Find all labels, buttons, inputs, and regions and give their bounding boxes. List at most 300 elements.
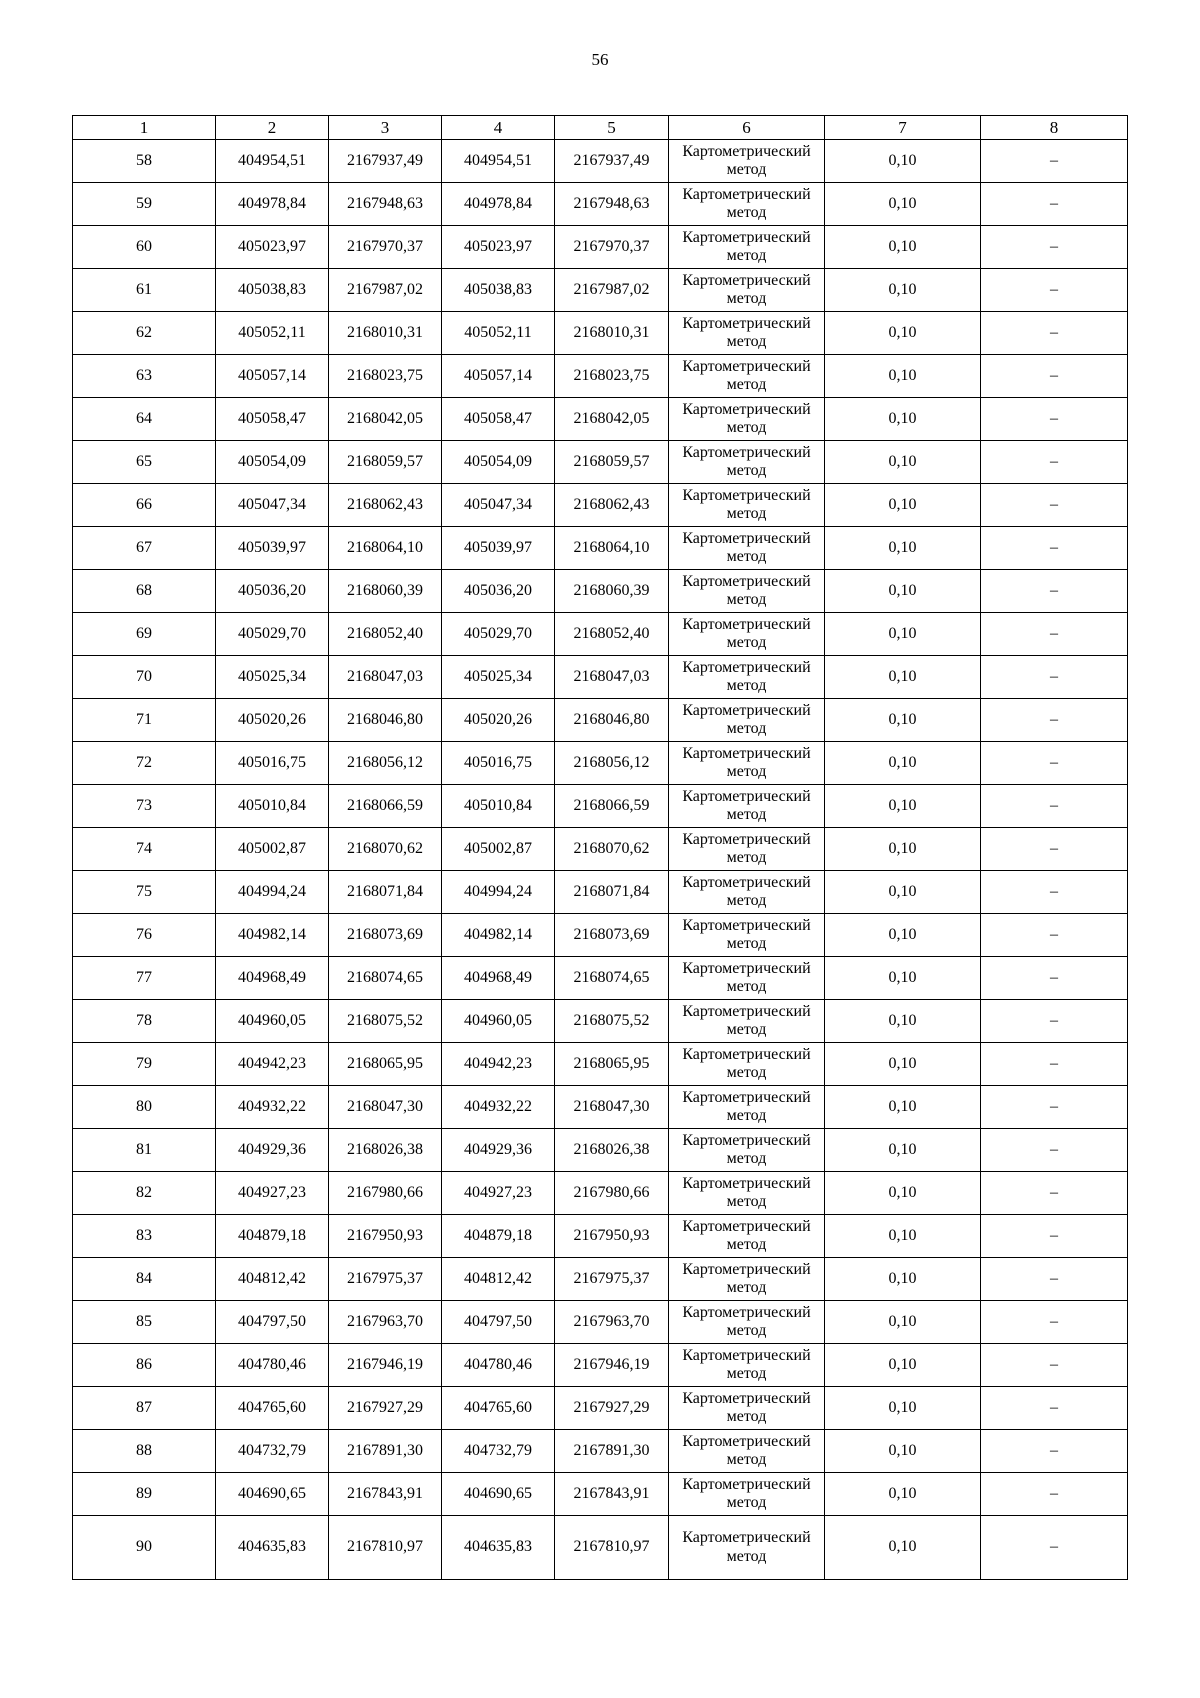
coordinate-x: 405010,84 <box>216 785 329 828</box>
point-number: 79 <box>73 1043 216 1086</box>
note-cell: – <box>981 1258 1128 1301</box>
coordinate-x-new: 405054,09 <box>442 441 555 484</box>
coordinate-y-new: 2167980,66 <box>555 1172 669 1215</box>
point-number: 67 <box>73 527 216 570</box>
coordinate-y-new: 2167843,91 <box>555 1473 669 1516</box>
accuracy-cell: 0,10 <box>825 140 981 183</box>
coordinate-x-new: 404732,79 <box>442 1430 555 1473</box>
page-number: 56 <box>591 50 609 69</box>
table-row <box>73 1043 1128 1086</box>
accuracy-cell: 0,10 <box>825 828 981 871</box>
coordinate-x: 404942,23 <box>216 1043 329 1086</box>
coordinate-y-new: 2168073,69 <box>555 914 669 957</box>
coordinate-y-new: 2168074,65 <box>555 957 669 1000</box>
coordinate-y: 2167843,91 <box>329 1473 442 1516</box>
table-row <box>73 1172 1128 1215</box>
note-cell: – <box>981 312 1128 355</box>
coordinate-y: 2168023,75 <box>329 355 442 398</box>
point-number: 82 <box>73 1172 216 1215</box>
accuracy-cell: 0,10 <box>825 1258 981 1301</box>
coordinate-y-new: 2168075,52 <box>555 1000 669 1043</box>
note-cell: – <box>981 1344 1128 1387</box>
coordinate-x-new: 404635,83 <box>442 1516 555 1580</box>
point-number: 78 <box>73 1000 216 1043</box>
coordinate-x: 404812,42 <box>216 1258 329 1301</box>
coordinate-y-new: 2168042,05 <box>555 398 669 441</box>
coordinate-y-new: 2168052,40 <box>555 613 669 656</box>
table-row <box>73 1086 1128 1129</box>
method-cell: Картометрический метод <box>669 441 825 484</box>
coordinate-x-new: 404927,23 <box>442 1172 555 1215</box>
coordinate-y: 2167946,19 <box>329 1344 442 1387</box>
table-row <box>73 1344 1128 1387</box>
coordinate-x-new: 404932,22 <box>442 1086 555 1129</box>
point-number: 64 <box>73 398 216 441</box>
coordinate-x: 405029,70 <box>216 613 329 656</box>
method-cell: Картометрический метод <box>669 355 825 398</box>
coordinate-y: 2167948,63 <box>329 183 442 226</box>
accuracy-cell: 0,10 <box>825 613 981 656</box>
coordinate-y-new: 2167987,02 <box>555 269 669 312</box>
method-cell: Картометрический метод <box>669 1258 825 1301</box>
coordinate-x: 404932,22 <box>216 1086 329 1129</box>
table-row <box>73 1516 1128 1580</box>
coordinate-x-new: 405002,87 <box>442 828 555 871</box>
point-number: 71 <box>73 699 216 742</box>
coordinate-y: 2168065,95 <box>329 1043 442 1086</box>
point-number: 60 <box>73 226 216 269</box>
note-cell: – <box>981 140 1128 183</box>
coordinate-y-new: 2168056,12 <box>555 742 669 785</box>
accuracy-cell: 0,10 <box>825 957 981 1000</box>
table-row <box>73 785 1128 828</box>
point-number: 88 <box>73 1430 216 1473</box>
coordinate-x: 404978,84 <box>216 183 329 226</box>
coordinate-x: 405054,09 <box>216 441 329 484</box>
accuracy-cell: 0,10 <box>825 785 981 828</box>
method-cell: Картометрический метод <box>669 570 825 613</box>
method-cell: Картометрический метод <box>669 828 825 871</box>
coordinate-y-new: 2168060,39 <box>555 570 669 613</box>
coordinate-x-new: 405023,97 <box>442 226 555 269</box>
coordinate-y-new: 2168047,30 <box>555 1086 669 1129</box>
point-number: 58 <box>73 140 216 183</box>
table-row <box>73 613 1128 656</box>
coordinate-y: 2168052,40 <box>329 613 442 656</box>
coordinate-y: 2167980,66 <box>329 1172 442 1215</box>
accuracy-cell: 0,10 <box>825 484 981 527</box>
table-row <box>73 183 1128 226</box>
coordinate-y-new: 2167950,93 <box>555 1215 669 1258</box>
coordinate-y-new: 2167970,37 <box>555 226 669 269</box>
table-row <box>73 269 1128 312</box>
method-cell: Картометрический метод <box>669 785 825 828</box>
method-cell: Картометрический метод <box>669 742 825 785</box>
coordinate-y: 2168074,65 <box>329 957 442 1000</box>
note-cell: – <box>981 1387 1128 1430</box>
table-row <box>73 1129 1128 1172</box>
method-cell: Картометрический метод <box>669 1086 825 1129</box>
table-row <box>73 398 1128 441</box>
coordinate-y: 2167970,37 <box>329 226 442 269</box>
coordinate-y-new: 2167937,49 <box>555 140 669 183</box>
note-cell: – <box>981 226 1128 269</box>
column-header: 4 <box>442 116 555 140</box>
coordinate-x: 404982,14 <box>216 914 329 957</box>
accuracy-cell: 0,10 <box>825 1387 981 1430</box>
coordinate-x: 404780,46 <box>216 1344 329 1387</box>
coordinate-y: 2168060,39 <box>329 570 442 613</box>
accuracy-cell: 0,10 <box>825 1344 981 1387</box>
method-cell: Картометрический метод <box>669 1387 825 1430</box>
coordinate-x: 405002,87 <box>216 828 329 871</box>
header-row <box>73 116 1128 140</box>
method-cell: Картометрический метод <box>669 1043 825 1086</box>
coordinate-y: 2168056,12 <box>329 742 442 785</box>
coordinate-x: 405036,20 <box>216 570 329 613</box>
accuracy-cell: 0,10 <box>825 914 981 957</box>
accuracy-cell: 0,10 <box>825 1086 981 1129</box>
coordinate-x: 404968,49 <box>216 957 329 1000</box>
method-cell: Картометрический метод <box>669 269 825 312</box>
table-row <box>73 1387 1128 1430</box>
table-row <box>73 1473 1128 1516</box>
table-row <box>73 699 1128 742</box>
point-number: 74 <box>73 828 216 871</box>
coordinate-x-new: 404954,51 <box>442 140 555 183</box>
accuracy-cell: 0,10 <box>825 1129 981 1172</box>
coordinate-y-new: 2168070,62 <box>555 828 669 871</box>
coordinate-y: 2168010,31 <box>329 312 442 355</box>
point-number: 73 <box>73 785 216 828</box>
coordinate-x: 404732,79 <box>216 1430 329 1473</box>
coordinate-x: 404954,51 <box>216 140 329 183</box>
method-cell: Картометрический метод <box>669 183 825 226</box>
point-number: 75 <box>73 871 216 914</box>
coordinate-x-new: 405039,97 <box>442 527 555 570</box>
coordinate-x: 404797,50 <box>216 1301 329 1344</box>
coordinate-x: 405025,34 <box>216 656 329 699</box>
note-cell: – <box>981 914 1128 957</box>
coordinate-x: 404635,83 <box>216 1516 329 1580</box>
point-number: 66 <box>73 484 216 527</box>
note-cell: – <box>981 1516 1128 1580</box>
coordinate-x: 405058,47 <box>216 398 329 441</box>
column-header: 1 <box>73 116 216 140</box>
coordinate-y-new: 2168046,80 <box>555 699 669 742</box>
table-row <box>73 871 1128 914</box>
method-cell: Картометрический метод <box>669 484 825 527</box>
coordinate-x: 405047,34 <box>216 484 329 527</box>
coordinate-y: 2167927,29 <box>329 1387 442 1430</box>
coordinate-y: 2168064,10 <box>329 527 442 570</box>
accuracy-cell: 0,10 <box>825 527 981 570</box>
table-row <box>73 570 1128 613</box>
coordinate-y: 2168073,69 <box>329 914 442 957</box>
coordinate-y: 2167810,97 <box>329 1516 442 1580</box>
coordinate-y-new: 2167948,63 <box>555 183 669 226</box>
coordinate-y: 2168075,52 <box>329 1000 442 1043</box>
method-cell: Картометрический метод <box>669 1344 825 1387</box>
point-number: 61 <box>73 269 216 312</box>
coordinate-x: 404929,36 <box>216 1129 329 1172</box>
table-row <box>73 914 1128 957</box>
table-row <box>73 226 1128 269</box>
point-number: 80 <box>73 1086 216 1129</box>
coordinate-x-new: 405058,47 <box>442 398 555 441</box>
point-number: 76 <box>73 914 216 957</box>
coordinate-x-new: 405047,34 <box>442 484 555 527</box>
method-cell: Картометрический метод <box>669 1516 825 1580</box>
coordinate-x-new: 405025,34 <box>442 656 555 699</box>
coordinate-x-new: 404797,50 <box>442 1301 555 1344</box>
coordinate-y-new: 2167891,30 <box>555 1430 669 1473</box>
note-cell: – <box>981 699 1128 742</box>
point-number: 62 <box>73 312 216 355</box>
coordinate-x: 404879,18 <box>216 1215 329 1258</box>
table-row <box>73 312 1128 355</box>
note-cell: – <box>981 1129 1128 1172</box>
coordinate-y: 2167975,37 <box>329 1258 442 1301</box>
coordinate-x: 405039,97 <box>216 527 329 570</box>
coordinate-x-new: 404879,18 <box>442 1215 555 1258</box>
coordinate-x-new: 404968,49 <box>442 957 555 1000</box>
method-cell: Картометрический метод <box>669 312 825 355</box>
coordinate-x-new: 404978,84 <box>442 183 555 226</box>
method-cell: Картометрический метод <box>669 1430 825 1473</box>
column-header: 2 <box>216 116 329 140</box>
coordinate-y-new: 2168023,75 <box>555 355 669 398</box>
point-number: 63 <box>73 355 216 398</box>
accuracy-cell: 0,10 <box>825 269 981 312</box>
coordinate-y-new: 2167810,97 <box>555 1516 669 1580</box>
point-number: 59 <box>73 183 216 226</box>
method-cell: Картометрический метод <box>669 1473 825 1516</box>
table-row <box>73 140 1128 183</box>
point-number: 65 <box>73 441 216 484</box>
note-cell: – <box>981 1215 1128 1258</box>
note-cell: – <box>981 1301 1128 1344</box>
coordinate-x-new: 405020,26 <box>442 699 555 742</box>
table-row <box>73 1215 1128 1258</box>
method-cell: Картометрический метод <box>669 914 825 957</box>
table-row <box>73 656 1128 699</box>
note-cell: – <box>981 484 1128 527</box>
method-cell: Картометрический метод <box>669 527 825 570</box>
coordinate-y: 2168047,03 <box>329 656 442 699</box>
note-cell: – <box>981 742 1128 785</box>
table-row <box>73 742 1128 785</box>
coordinate-y: 2168071,84 <box>329 871 442 914</box>
accuracy-cell: 0,10 <box>825 1172 981 1215</box>
table-row <box>73 1000 1128 1043</box>
accuracy-cell: 0,10 <box>825 570 981 613</box>
table-row <box>73 527 1128 570</box>
method-cell: Картометрический метод <box>669 613 825 656</box>
column-header: 3 <box>329 116 442 140</box>
coordinate-y: 2168062,43 <box>329 484 442 527</box>
note-cell: – <box>981 269 1128 312</box>
note-cell: – <box>981 355 1128 398</box>
method-cell: Картометрический метод <box>669 1129 825 1172</box>
coordinate-x-new: 405029,70 <box>442 613 555 656</box>
coordinate-y-new: 2168010,31 <box>555 312 669 355</box>
point-number: 89 <box>73 1473 216 1516</box>
point-number: 81 <box>73 1129 216 1172</box>
coordinate-y-new: 2167963,70 <box>555 1301 669 1344</box>
coordinate-x-new: 404994,24 <box>442 871 555 914</box>
coordinate-x: 404960,05 <box>216 1000 329 1043</box>
table-row <box>73 355 1128 398</box>
point-number: 87 <box>73 1387 216 1430</box>
coordinate-x-new: 405052,11 <box>442 312 555 355</box>
note-cell: – <box>981 441 1128 484</box>
point-number: 86 <box>73 1344 216 1387</box>
table-row <box>73 484 1128 527</box>
coordinates-table <box>72 115 1128 1580</box>
accuracy-cell: 0,10 <box>825 183 981 226</box>
column-header: 5 <box>555 116 669 140</box>
column-header: 7 <box>825 116 981 140</box>
point-number: 70 <box>73 656 216 699</box>
coordinate-y: 2167950,93 <box>329 1215 442 1258</box>
coordinate-y-new: 2168062,43 <box>555 484 669 527</box>
note-cell: – <box>981 1086 1128 1129</box>
coordinate-y-new: 2167975,37 <box>555 1258 669 1301</box>
note-cell: – <box>981 1043 1128 1086</box>
coordinate-y-new: 2167946,19 <box>555 1344 669 1387</box>
point-number: 77 <box>73 957 216 1000</box>
note-cell: – <box>981 1430 1128 1473</box>
coordinate-y: 2168066,59 <box>329 785 442 828</box>
coordinate-x: 405057,14 <box>216 355 329 398</box>
coordinate-x-new: 404942,23 <box>442 1043 555 1086</box>
coordinate-x-new: 404780,46 <box>442 1344 555 1387</box>
method-cell: Картометрический метод <box>669 226 825 269</box>
coordinate-x: 404927,23 <box>216 1172 329 1215</box>
method-cell: Картометрический метод <box>669 1000 825 1043</box>
coordinate-y-new: 2168064,10 <box>555 527 669 570</box>
point-number: 85 <box>73 1301 216 1344</box>
note-cell: – <box>981 785 1128 828</box>
coordinate-x: 405023,97 <box>216 226 329 269</box>
column-header: 6 <box>669 116 825 140</box>
table-row <box>73 957 1128 1000</box>
note-cell: – <box>981 656 1128 699</box>
table-row <box>73 1258 1128 1301</box>
coordinate-x: 405020,26 <box>216 699 329 742</box>
point-number: 72 <box>73 742 216 785</box>
method-cell: Картометрический метод <box>669 398 825 441</box>
point-number: 68 <box>73 570 216 613</box>
coordinate-y-new: 2168071,84 <box>555 871 669 914</box>
coordinate-y: 2168047,30 <box>329 1086 442 1129</box>
accuracy-cell: 0,10 <box>825 441 981 484</box>
coordinate-x: 404994,24 <box>216 871 329 914</box>
coordinate-y: 2167937,49 <box>329 140 442 183</box>
coordinate-y-new: 2168026,38 <box>555 1129 669 1172</box>
accuracy-cell: 0,10 <box>825 656 981 699</box>
accuracy-cell: 0,10 <box>825 699 981 742</box>
coordinate-y: 2168059,57 <box>329 441 442 484</box>
coordinate-x-new: 404812,42 <box>442 1258 555 1301</box>
accuracy-cell: 0,10 <box>825 312 981 355</box>
coordinate-x-new: 404929,36 <box>442 1129 555 1172</box>
method-cell: Картометрический метод <box>669 1215 825 1258</box>
coordinate-x-new: 404690,65 <box>442 1473 555 1516</box>
table-row <box>73 441 1128 484</box>
note-cell: – <box>981 1000 1128 1043</box>
coordinate-x: 405052,11 <box>216 312 329 355</box>
coordinate-x-new: 404982,14 <box>442 914 555 957</box>
coordinate-y-new: 2167927,29 <box>555 1387 669 1430</box>
coordinate-y: 2168042,05 <box>329 398 442 441</box>
accuracy-cell: 0,10 <box>825 1043 981 1086</box>
coordinate-x-new: 404765,60 <box>442 1387 555 1430</box>
note-cell: – <box>981 183 1128 226</box>
coordinate-x-new: 405038,83 <box>442 269 555 312</box>
coordinate-x: 404690,65 <box>216 1473 329 1516</box>
note-cell: – <box>981 527 1128 570</box>
coordinate-x-new: 405010,84 <box>442 785 555 828</box>
coordinate-x: 405016,75 <box>216 742 329 785</box>
coordinate-y: 2167987,02 <box>329 269 442 312</box>
accuracy-cell: 0,10 <box>825 355 981 398</box>
note-cell: – <box>981 613 1128 656</box>
accuracy-cell: 0,10 <box>825 226 981 269</box>
method-cell: Картометрический метод <box>669 957 825 1000</box>
method-cell: Картометрический метод <box>669 656 825 699</box>
table-row <box>73 828 1128 871</box>
point-number: 69 <box>73 613 216 656</box>
note-cell: – <box>981 828 1128 871</box>
accuracy-cell: 0,10 <box>825 1000 981 1043</box>
table-row <box>73 1301 1128 1344</box>
table-row <box>73 1430 1128 1473</box>
point-number: 84 <box>73 1258 216 1301</box>
coordinate-x: 405038,83 <box>216 269 329 312</box>
method-cell: Картометрический метод <box>669 1172 825 1215</box>
accuracy-cell: 0,10 <box>825 1301 981 1344</box>
point-number: 83 <box>73 1215 216 1258</box>
accuracy-cell: 0,10 <box>825 742 981 785</box>
accuracy-cell: 0,10 <box>825 1215 981 1258</box>
accuracy-cell: 0,10 <box>825 1430 981 1473</box>
coordinate-x: 404765,60 <box>216 1387 329 1430</box>
note-cell: – <box>981 957 1128 1000</box>
note-cell: – <box>981 1473 1128 1516</box>
coordinate-x-new: 405036,20 <box>442 570 555 613</box>
note-cell: – <box>981 1172 1128 1215</box>
column-header: 8 <box>981 116 1128 140</box>
note-cell: – <box>981 570 1128 613</box>
coordinate-y: 2167963,70 <box>329 1301 442 1344</box>
accuracy-cell: 0,10 <box>825 398 981 441</box>
coordinate-x-new: 405057,14 <box>442 355 555 398</box>
coordinate-y-new: 2168047,03 <box>555 656 669 699</box>
coordinate-y: 2168070,62 <box>329 828 442 871</box>
method-cell: Картометрический метод <box>669 699 825 742</box>
coordinate-y: 2167891,30 <box>329 1430 442 1473</box>
coordinate-y-new: 2168059,57 <box>555 441 669 484</box>
coordinate-y: 2168026,38 <box>329 1129 442 1172</box>
coordinate-x-new: 404960,05 <box>442 1000 555 1043</box>
point-number: 90 <box>73 1516 216 1580</box>
method-cell: Картометрический метод <box>669 871 825 914</box>
coordinate-y-new: 2168066,59 <box>555 785 669 828</box>
note-cell: – <box>981 871 1128 914</box>
note-cell: – <box>981 398 1128 441</box>
